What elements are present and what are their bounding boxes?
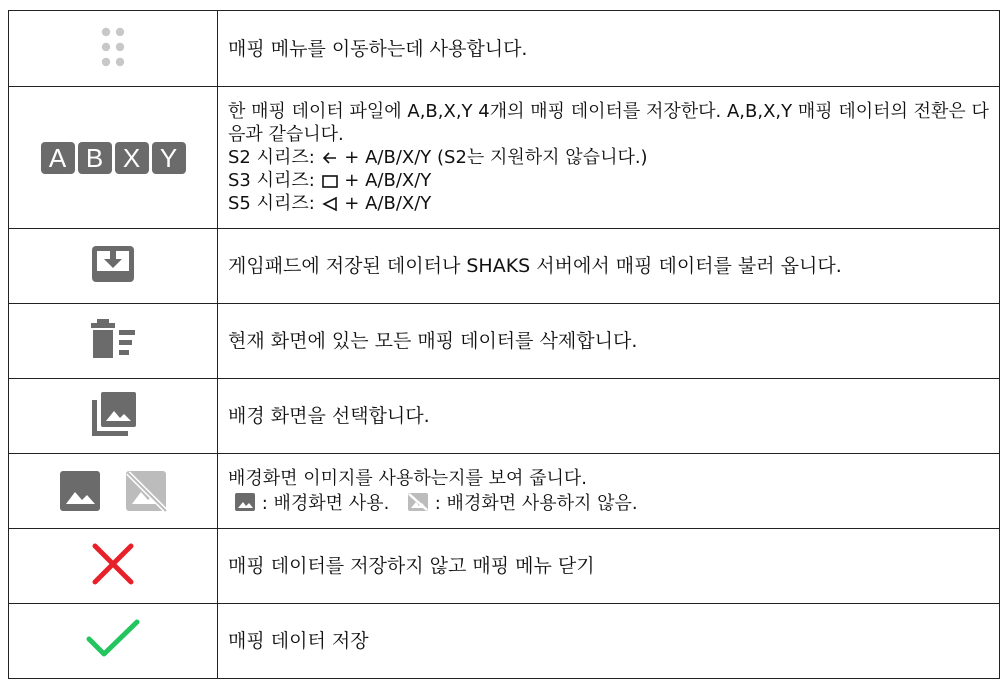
s5-suffix: + A/B/X/Y [344,193,432,214]
close-icon [90,541,136,587]
icon-cell [9,454,218,529]
abxy-buttons-icon [9,142,217,174]
description-cell [218,604,1000,679]
table-row [9,529,1000,604]
drag-handle-icon [98,25,128,69]
icon-cell [9,304,218,379]
icon-cell [9,229,218,304]
check-icon [85,617,141,661]
s3-series-line [228,169,991,192]
abxy-description: 한 매핑 데이터 파일에 A,B,X,Y 4개의 매핑 데이터를 저장한다. A,B,X,Y 매핑 데이터의 전환은 다음과 같습니다. [228,101,989,145]
image-toggle-icon [9,469,217,513]
table-row [9,87,1000,229]
photo-library-icon [88,390,138,438]
table-row [9,454,1000,529]
description-cell [218,11,1000,87]
table-row [9,604,1000,679]
s2-suffix: + A/B/X/Y (S2는 지원하지 않습니다.) [344,147,648,168]
description-cell [218,454,1000,529]
image-on-icon [58,469,102,513]
description-cell [218,87,1000,229]
image-on-small-icon [234,492,256,512]
image-off-text: : 배경화면 사용하지 않음. [434,493,638,514]
image-toggle-legend [228,491,991,516]
back-arrow-icon [321,150,339,166]
s2-series-line [228,146,991,169]
key-a: A [41,142,75,174]
description-cell [218,379,1000,454]
description-cell [218,304,1000,379]
image-on-text: : 배경화면 사용. [261,493,390,514]
description-cell [218,529,1000,604]
table-row [9,379,1000,454]
square-button-icon [321,173,339,189]
description-cell [218,229,1000,304]
legend-table [8,10,1000,679]
s5-prefix: S5 시리즈: [228,193,315,214]
icon-cell [9,379,218,454]
row-description: 현재 화면에 있는 모든 매핑 데이터를 삭제합니다. [228,330,638,352]
image-off-icon [124,469,168,513]
row-description: 매핑 메뉴를 이동하는데 사용합니다. [228,37,528,60]
s2-prefix: S2 시리즈: [228,147,315,168]
table-row [9,304,1000,379]
icon-cell [9,604,218,679]
icon-cell [9,529,218,604]
image-off-small-icon [407,492,429,512]
icon-cell [9,11,218,87]
download-tray-icon [88,242,138,286]
s5-series-line [228,192,991,215]
row-description: 배경 화면을 선택합니다. [228,405,430,427]
s3-prefix: S3 시리즈: [228,170,315,191]
row-description: 매핑 데이터 저장 [228,630,369,652]
s3-suffix: + A/B/X/Y [344,170,432,191]
key-x: X [115,142,149,174]
delete-all-icon [85,316,141,362]
table-row [9,229,1000,304]
key-y: Y [152,142,186,174]
row-description: 게임패드에 저장된 데이터나 SHAKS 서버에서 매핑 데이터를 불러 옵니다. [228,255,842,277]
image-toggle-description: 배경화면 이미지를 사용하는지를 보여 줍니다. [228,468,587,489]
icon-cell [9,87,218,229]
triangle-back-icon [321,196,339,212]
table-row [9,11,1000,87]
row-description: 매핑 데이터를 저장하지 않고 매핑 메뉴 닫기 [228,555,595,577]
key-b: B [78,142,112,174]
